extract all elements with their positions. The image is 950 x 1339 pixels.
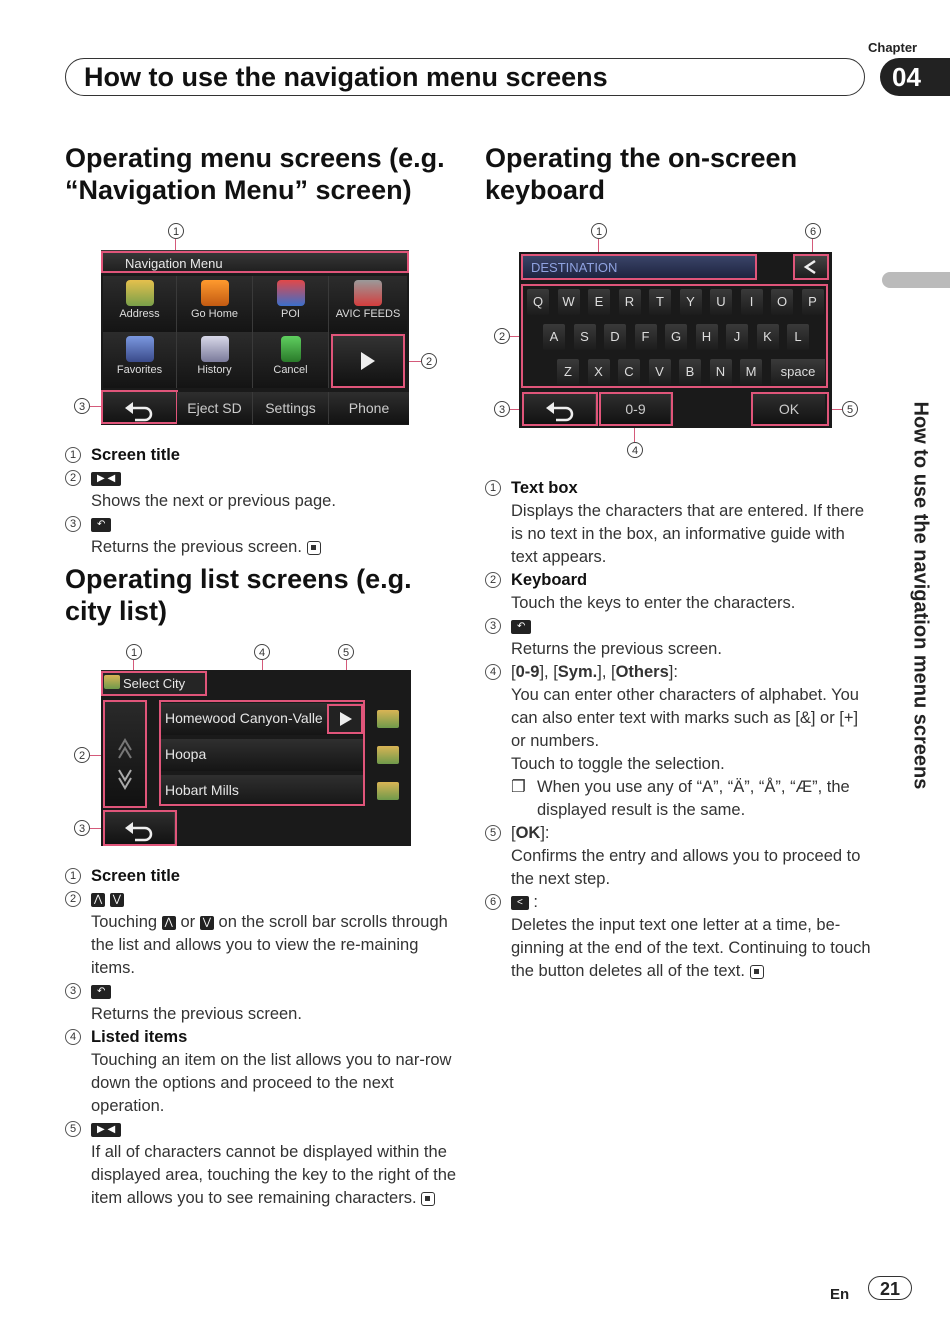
back-icon: ↶ (91, 985, 111, 999)
tile-label: Cancel (273, 364, 308, 376)
key-d[interactable]: D (604, 324, 626, 350)
callout-1: 1 (126, 644, 142, 660)
callout-line (634, 426, 635, 442)
chevron-left-icon: < (511, 896, 529, 910)
item-text: Returns the previous screen. (511, 640, 722, 658)
chapter-number: 04 (880, 58, 950, 96)
keyboard-descriptions (485, 477, 875, 983)
space-key[interactable]: space (771, 359, 825, 385)
item-text: Confirms the entry and allows you to proceed to the next step. (511, 847, 861, 888)
home-icon (201, 280, 229, 306)
item-number: 4 (65, 1029, 81, 1045)
highlight-frame (522, 392, 598, 426)
tile-address[interactable] (103, 276, 177, 332)
next-prev-icons: ▶ ◀ (91, 1123, 121, 1137)
highlight-frame (103, 810, 177, 846)
item-text: Touching (91, 913, 158, 931)
tile-favorites[interactable] (103, 332, 177, 388)
item-text: Touching an item on the list allows you to nar-row down the options and proceed to the next operation. (91, 1051, 452, 1115)
callout-5: 5 (842, 401, 858, 417)
scroll-up-icon: ⋀ (91, 893, 105, 907)
callout-5: 5 (338, 644, 354, 660)
item-text: Returns the previous screen. (91, 538, 302, 556)
key-y[interactable]: Y (680, 289, 702, 315)
ok-button[interactable]: OK (753, 394, 825, 424)
highlight-frame (599, 392, 673, 426)
item-label: Screen title (91, 867, 180, 885)
tile-history[interactable] (177, 332, 253, 388)
list-item (65, 1026, 465, 1118)
list-item (65, 980, 465, 1026)
callout-3: 3 (74, 398, 90, 414)
keyboard-screenshot (519, 252, 832, 428)
item-label: Others (615, 663, 669, 681)
item-number: 1 (485, 480, 501, 496)
item-label: Sym. (557, 663, 598, 681)
key-l[interactable]: L (787, 324, 809, 350)
eject-sd-button[interactable]: Eject SD (177, 392, 253, 424)
highlight-frame (101, 671, 207, 696)
tile-label: History (197, 364, 232, 376)
page-title: How to use the navigation menu screens (84, 62, 608, 92)
highlight-frame (101, 390, 178, 424)
note (485, 776, 875, 822)
key-o[interactable]: O (771, 289, 793, 315)
item-label: OK (515, 824, 541, 842)
list-item (65, 513, 465, 559)
callout-6: 6 (805, 223, 821, 239)
list-item (65, 467, 465, 513)
list-item-city[interactable]: Hobart Mills (161, 775, 363, 807)
key-g[interactable]: G (665, 324, 687, 350)
note-box-icon: ❐ (511, 778, 526, 796)
chapter-label: Chapter (868, 40, 918, 55)
back-icon: ↶ (511, 620, 531, 634)
key-b[interactable]: B (679, 359, 701, 385)
callout-2: 2 (421, 353, 437, 369)
back-icon: ↶ (91, 518, 111, 532)
key-f[interactable]: F (635, 324, 657, 350)
item-text: Touch to toggle the selection. (511, 755, 725, 773)
key-x[interactable]: X (588, 359, 610, 385)
side-tab-marker (882, 272, 950, 288)
tile-avic-feeds[interactable] (329, 276, 407, 332)
note-text: When you use any of “A”, “Ä”, “Å”, “Æ”, the displayed result is the same. (537, 778, 850, 819)
item-text: If all of characters cannot be displayed within the displayed area, touching the key to the right of the item allows you to see remaining characters. (91, 1143, 457, 1207)
item-label: Screen title (91, 446, 180, 464)
list-item (485, 569, 875, 615)
callout-1: 1 (591, 223, 607, 239)
list-item-city[interactable]: Homewood Canyon-Valle (161, 703, 363, 735)
callout-4: 4 (254, 644, 270, 660)
item-text: or (180, 913, 196, 931)
menu-descriptions (65, 444, 465, 559)
cancel-route-icon (281, 336, 301, 362)
list-item: 6 < : Deletes the input text one letter at a time, be-ginning at the end of the text. Continuing to touch the button deletes all of the text. (485, 891, 875, 983)
item-text: Deletes the input text one letter at a time, be-ginning at the end of the text. Continuing to touch the button deletes all of the text. (511, 916, 871, 980)
list-item (485, 477, 875, 569)
list-item (65, 1118, 465, 1210)
item-number: 1 (65, 447, 81, 463)
list-item: 5 [OK]: Confirms the entry and allows you to proceed to the next step. (485, 822, 875, 891)
navigation-menu-screenshot (101, 250, 409, 425)
end-mark-icon (307, 541, 321, 555)
list-item (65, 444, 465, 467)
map-icon[interactable] (377, 782, 399, 800)
tile-label: Favorites (116, 364, 163, 376)
key-q[interactable]: Q (527, 289, 549, 315)
tile-label: Address (119, 308, 160, 320)
callout-2: 2 (74, 747, 90, 763)
screen-title-bar: Select City (101, 670, 207, 696)
text-box-placeholder: DESTINATION (531, 260, 618, 275)
key-v[interactable]: V (649, 359, 671, 385)
callout-2: 2 (494, 328, 510, 344)
callout-4: 4 (627, 442, 643, 458)
tile-cancel[interactable] (253, 332, 329, 388)
item-text: You can enter other characters of alphabet. You can also enter text with marks such as [&] or [+] or numbers. (511, 686, 859, 750)
key-w[interactable]: W (558, 289, 580, 315)
highlight-frame (751, 392, 829, 426)
phone-button[interactable]: Phone (329, 392, 409, 424)
item-text: on the scroll bar scrolls through the list and allows you to view the re-maining items. (91, 913, 448, 977)
scroll-up-icon: ⋀ (162, 916, 176, 930)
item-text: Shows the next or previous page. (91, 492, 336, 510)
item-number: 4 (485, 664, 501, 680)
zero-nine-button[interactable]: 0-9 (601, 394, 671, 424)
highlight-frame (793, 254, 829, 280)
key-r[interactable]: R (619, 289, 641, 315)
key-a[interactable]: A (543, 324, 565, 350)
callout-3: 3 (74, 820, 90, 836)
item-number: 2 (65, 470, 81, 486)
key-i[interactable]: I (741, 289, 763, 315)
list-item (65, 865, 465, 888)
list-item: 4 [0-9], [Sym.], [Others]: You can enter other characters of alphabet. You can also enter text with marks such as [&] or [+] or numbers. Touch to toggle the selection. ❐ When you use any of “A”, “Ä”, “Å”, “Æ”, the displayed result is the same. (485, 661, 875, 822)
side-tab-label: How to use the navigation menu screens (909, 401, 932, 790)
tile-poi[interactable] (253, 276, 329, 332)
list-item-city[interactable]: Hoopa (161, 739, 363, 771)
key-u[interactable]: U (710, 289, 732, 315)
key-e[interactable]: E (588, 289, 610, 315)
key-j[interactable]: J (726, 324, 748, 350)
scroll-down-icon: ⋁ (110, 893, 124, 907)
key-s[interactable]: S (574, 324, 596, 350)
keyboard-section-heading: Operating the on-screen keyboard (485, 143, 798, 205)
poi-icon (277, 280, 305, 306)
item-number: 6 (485, 894, 501, 910)
item-number: 5 (485, 825, 501, 841)
tile-label: Go Home (190, 308, 239, 320)
item-label: Keyboard (511, 571, 588, 589)
list-item (485, 615, 875, 661)
favorites-icon (126, 336, 154, 362)
highlight-frame (103, 700, 147, 808)
list-section-heading: Operating list screens (e.g. city list) (65, 564, 412, 626)
item-label: Listed items (91, 1028, 188, 1046)
item-number: 1 (65, 868, 81, 884)
footer-language: En (830, 1286, 850, 1303)
next-prev-icons: ▶ ◀ (91, 472, 121, 486)
end-mark-icon (750, 965, 764, 979)
item-text: Touch the keys to enter the characters. (511, 594, 796, 612)
list-item (65, 888, 465, 980)
item-label: 0-9 (515, 663, 540, 681)
item-number: 3 (65, 983, 81, 999)
tile-label: AVIC FEEDS (335, 308, 401, 320)
menu-section-heading: Operating menu screens (e.g. “Navigation Menu” screen) (65, 143, 445, 205)
tile-label: POI (281, 308, 300, 320)
key-n[interactable]: N (710, 359, 732, 385)
key-k[interactable]: K (757, 324, 779, 350)
key-h[interactable]: H (696, 324, 718, 350)
item-number: 3 (65, 516, 81, 532)
item-number: 2 (65, 891, 81, 907)
history-icon (201, 336, 229, 362)
map-icon (126, 280, 154, 306)
tile-go-home[interactable] (177, 276, 253, 332)
map-icon[interactable] (377, 710, 399, 728)
item-number: 3 (485, 618, 501, 634)
key-c[interactable]: C (618, 359, 640, 385)
select-city-screenshot (101, 670, 411, 846)
screen-title-bar: Navigation Menu (101, 250, 409, 274)
item-label: Text box (511, 479, 578, 497)
item-text: Returns the previous screen. (91, 1005, 302, 1023)
item-number: 5 (65, 1121, 81, 1137)
end-mark-icon (421, 1192, 435, 1206)
highlight-frame (521, 254, 757, 280)
callout-1: 1 (168, 223, 184, 239)
key-t[interactable]: T (649, 289, 671, 315)
list-descriptions (65, 865, 465, 1210)
settings-button[interactable]: Settings (253, 392, 329, 424)
key-p[interactable]: P (802, 289, 824, 315)
key-z[interactable]: Z (557, 359, 579, 385)
highlight-frame (331, 334, 405, 388)
callout-3: 3 (494, 401, 510, 417)
scroll-down-icon: ⋁ (200, 916, 214, 930)
page-number: 21 (868, 1276, 912, 1300)
item-number: 2 (485, 572, 501, 588)
feeds-icon (354, 280, 382, 306)
map-icon[interactable] (377, 746, 399, 764)
highlight-frame (327, 704, 363, 734)
key-m[interactable]: M (740, 359, 762, 385)
item-text: Displays the characters that are entered. If there is no text in the box, an informative guide with text appears. (511, 502, 865, 566)
highlight-frame (101, 251, 409, 273)
